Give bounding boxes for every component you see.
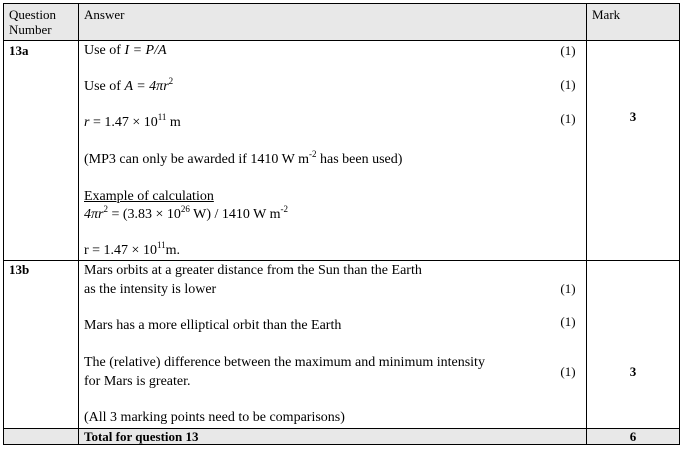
rule	[78, 3, 79, 445]
rule	[586, 3, 587, 445]
marking-point-2-mark: (1)	[560, 314, 576, 329]
comparison-note: (All 3 marking points need to be comparisons)	[84, 410, 345, 425]
question-number-13a: 13a	[9, 43, 29, 58]
header-question-number: Question Number	[9, 7, 56, 37]
total-mark: 6	[629, 429, 637, 444]
example-line-1: $4\pi r^2 = (3.83 \times 10^{26}$ W) / 1410 W $m^{-2}$	[84, 204, 289, 222]
total-label: Total for question 13	[84, 429, 199, 444]
question-number-13b: 13b	[9, 262, 30, 277]
header-mark: Mark	[592, 7, 621, 22]
example-line-2: $r = 1.47 \times 10^{11}m$.	[84, 240, 181, 258]
marking-point-2: Mars has a more elliptical orbit than the Earth	[84, 318, 342, 333]
rule	[3, 260, 680, 261]
rule	[3, 3, 680, 4]
example-title: Example of calculation	[84, 189, 214, 204]
marking-point-1-line-2: as the intensity is lower	[84, 282, 217, 297]
mp3-note: (MP3 can only be awarded if 1410 W $m^{-2}$ has been used)	[84, 149, 403, 167]
marking-point-1-mark: (1)	[560, 43, 576, 58]
marking-point-1: Use of I = P/A	[84, 43, 167, 58]
marking-point-3-mark: (1)	[560, 111, 576, 126]
total-mark-13b: 3	[629, 364, 637, 379]
marking-point-1-mark: (1)	[560, 281, 576, 296]
marking-point-2: Use of $A = 4\pi r^2$	[84, 76, 174, 94]
marking-point-3-line-2: for Mars is greater.	[84, 374, 191, 389]
rule	[3, 3, 4, 445]
header-answer: Answer	[84, 7, 125, 22]
total-mark-13a: 3	[629, 109, 637, 124]
marking-point-1-line-1: Mars orbits at a greater distance from the Sun than the Earth	[84, 263, 422, 278]
marking-point-3-line-1: The (relative) difference between the maximum and minimum intensity	[84, 355, 485, 370]
marking-point-3: $r = 1.47 \times 10^{11}$ m	[84, 112, 181, 130]
rule	[3, 444, 680, 445]
rule	[679, 3, 680, 445]
marking-point-2-mark: (1)	[560, 77, 576, 92]
marking-point-3-mark: (1)	[560, 364, 576, 379]
rule	[3, 40, 680, 41]
